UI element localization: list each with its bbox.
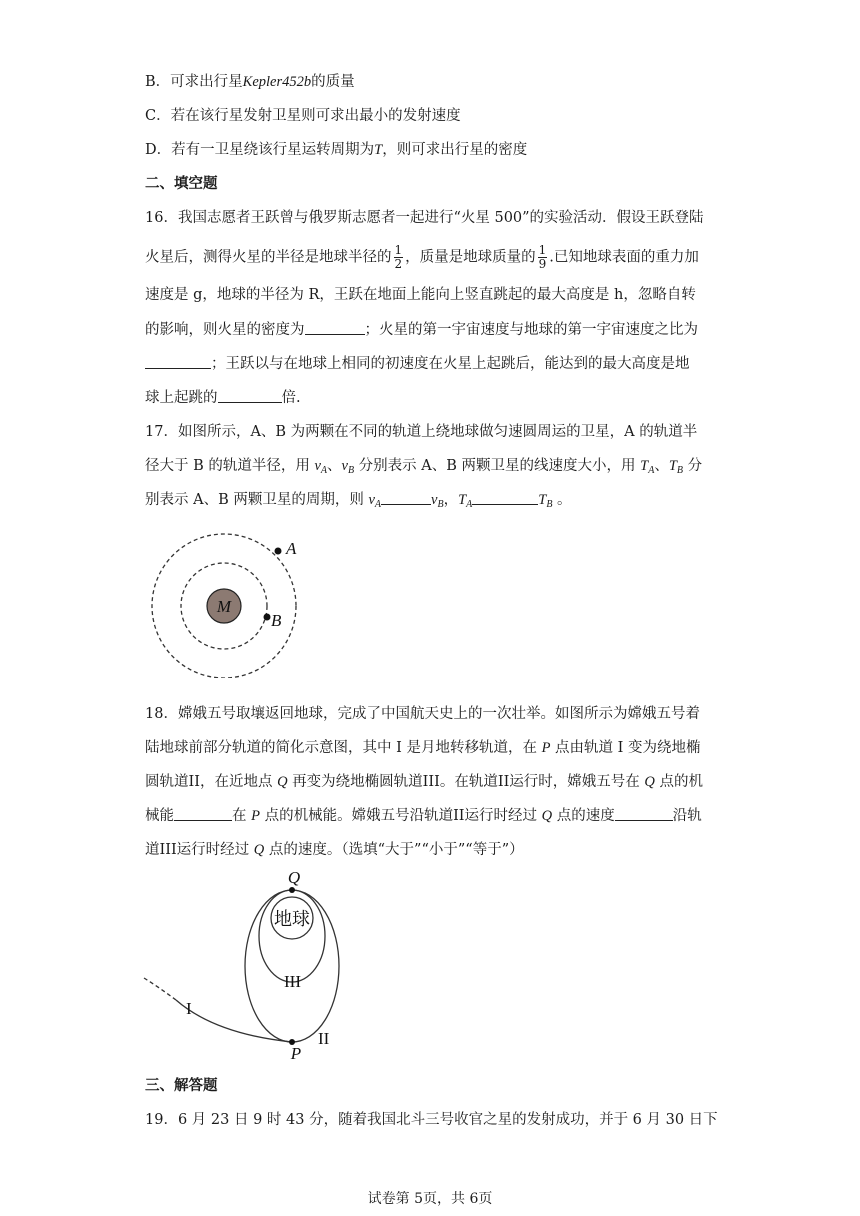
q16-line5: ；王跃以与在地球上相同的初速度在火星上起跳后，能达到的最大高度是地 — [145, 354, 725, 374]
label-orbit-iii: III — [284, 972, 301, 991]
answer-blank — [381, 490, 431, 505]
section-title-answer: 三、解答题 — [145, 1077, 218, 1094]
q17-line2: 径大于 B 的轨道半径，用 $v_A$、$v_B$ 分别表示 A、B 两颗卫星的线速度大小，用 $T_A$、$T_B$ 分 — [145, 458, 703, 476]
q16-line6: 球上起跳的 倍. — [145, 390, 301, 406]
answer-blank — [615, 806, 673, 821]
answer-blank — [145, 354, 211, 369]
q16-line1: 16．我国志愿者王跃曾与俄罗斯志愿者一起进行“火星 500”的实验活动．假设王跃登陆 — [145, 210, 704, 226]
orbit-i-dashed — [144, 978, 176, 1000]
page-footer: 试卷第 5页，共 6页 — [367, 1191, 493, 1207]
q16-line4: 的影响，则火星的密度为 ；火星的第一宇宙速度与地球的第一宇宙速度之比为 — [145, 322, 698, 338]
label-q: Q — [287, 868, 301, 887]
answer-blank — [218, 388, 282, 403]
option-d: D．若有一卫星绕该行星运转周期为T，则可求出行星的密度 — [145, 142, 528, 158]
answer-blank — [472, 490, 538, 505]
planet-name: Kepler452b — [242, 74, 312, 90]
satellite-b — [264, 614, 271, 621]
orbit-i — [176, 1000, 292, 1042]
label-orbit-i: I — [186, 999, 192, 1018]
option-c: C．若在该行星发射卫星则可求出最小的发射速度 — [145, 108, 461, 124]
label-orbit-ii: II — [318, 1029, 330, 1048]
option-b: B．可求出行星Kepler452b的质量 — [145, 74, 355, 90]
fraction-one-half: $\frac{1}{2}$ — [394, 243, 403, 271]
fraction-one-ninth: $\frac{1}{9}$ — [538, 243, 547, 271]
section-title-fill-in: 二、填空题 — [145, 175, 218, 192]
label-a: A — [286, 539, 297, 558]
q18-line5: 道III运行时经过 Q 点的速度。（选填“大于”“小于”“等于”） — [145, 842, 524, 858]
q16-line3: 速度是 g，地球的半径为 R，王跃在地面上能向上竖直跳起的最大高度是 h，忽略自转 — [145, 287, 696, 303]
label-earth: 地球 — [274, 909, 310, 929]
q18-line4: 械能 在 P 点的机械能。嫦娥五号沿轨道II运行时经过 Q 点的速度 沿轨 — [145, 808, 702, 824]
satellite-a — [275, 548, 282, 555]
answer-blank — [305, 320, 365, 335]
q17-line3: 别表示 A、B 两颗卫星的周期，则 $v_A$ $v_B$，$T_A$ $T_B$ 。 — [145, 492, 572, 510]
label-b: B — [271, 611, 282, 630]
q19-line1: 19．6 月 23 日 9 时 43 分，随着我国北斗三号收官之星的发射成功，并于 6 月 30 日下 — [145, 1112, 718, 1128]
q18-line3: 圆轨道II，在近地点 Q 再变为绕地椭圆轨道III。在轨道II运行时，嫦娥五号在 Q 点的机 — [145, 774, 704, 790]
orbit-diagram — [140, 528, 320, 678]
answer-blank — [174, 806, 232, 821]
point-q — [289, 887, 295, 893]
q18-line1: 18．嫦娥五号取壤返回地球，完成了中国航天史上的一次壮举。如图所示为嫦娥五号着 — [145, 706, 700, 722]
label-m: M — [216, 597, 232, 616]
q18-line2: 陆地球前部分轨道的简化示意图，其中 I 是月地转移轨道，在 P 点由轨道 I 变为绕地椭 — [145, 740, 701, 756]
q16-line2: 火星后，测得火星的半径是地球半径的 $\frac{1}{2}$ ，质量是地球质量的 $\frac{1}{9}$ .已知地球表面的重力加 — [145, 243, 699, 271]
trajectory-diagram — [140, 866, 360, 1062]
q17-line1: 17．如图所示，A、B 为两颗在不同的轨道上绕地球做匀速圆周运的卫星，A 的轨道半 — [145, 424, 698, 440]
label-p: P — [290, 1044, 302, 1062]
